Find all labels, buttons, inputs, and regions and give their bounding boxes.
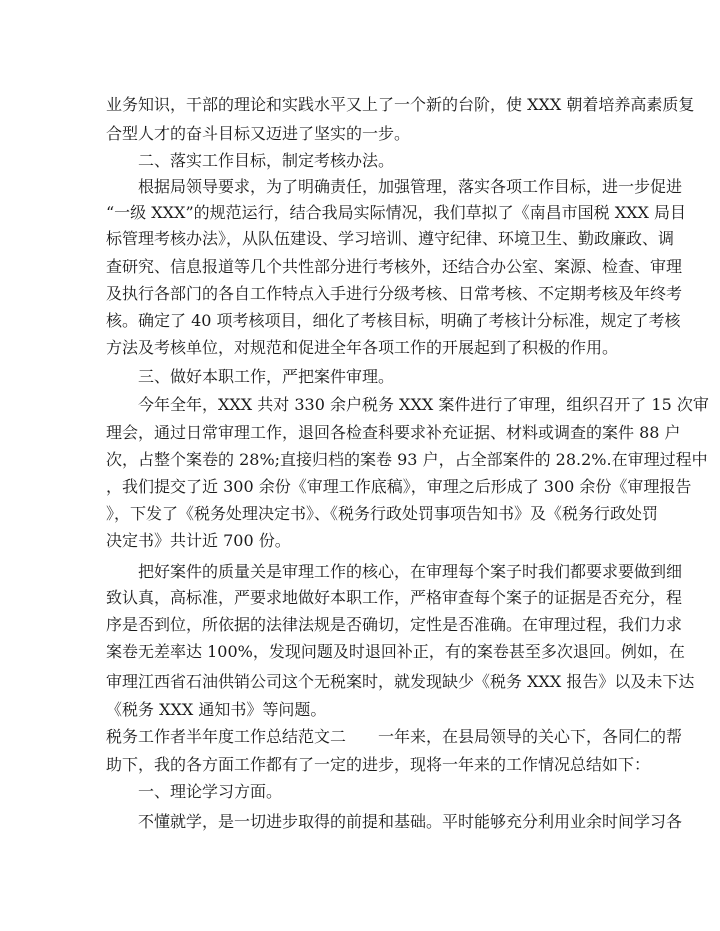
paragraph-line: 《税务 XXX 通知书》等问题。 bbox=[106, 700, 327, 719]
paragraph-line: 根据局领导要求，为了明确责任，加强管理，落实各项工作目标，进一步促进 bbox=[138, 177, 683, 196]
paragraph-line: 核。确定了 40 项考核项目，细化了考核目标，明确了考核计分标准，规定了考核 bbox=[106, 311, 681, 330]
paragraph-line: 审理江西省石油供销公司这个无税案时，就发现缺少《税务 XXX 报告》以及未下达 bbox=[106, 672, 695, 691]
paragraph-line: ，我们提交了近 300 余份《审理工作底稿》，审理之后形成了 300 余份《审理报告 bbox=[106, 477, 692, 496]
paragraph-line: 理会，通过日常审理工作，退回各检查科要求补充证据、材料或调查的案件 88 户 bbox=[106, 423, 681, 442]
paragraph-line: 合型人才的奋斗目标又迈进了坚实的一步。 bbox=[106, 124, 411, 143]
paragraph-line: 税务工作者半年度工作总结范文二 一年来，在县局领导的关心下，各同仁的帮 bbox=[106, 727, 683, 746]
paragraph-line: “一级 XXX”的规范运行，结合我局实际情况，我们草拟了《南昌市国税 XXX 局目 bbox=[106, 203, 686, 222]
paragraph-line: 致认真，高标准，严要求地做好本职工作，严格审查每个案子的证据是否充分，程 bbox=[106, 588, 683, 607]
paragraph-line: 》，下发了《税务处理决定书》、《税务行政处罚事项告知书》及《税务行政处罚 bbox=[106, 504, 659, 523]
paragraph-line: 方法及考核单位，对规范和促进全年各项工作的开展起到了积极的作用。 bbox=[106, 338, 619, 357]
paragraph-line: 查研究、信息报道等几个共性部分进行考核外，还结合办公室、案源、检查、审理 bbox=[106, 257, 683, 276]
paragraph-line: 及执行各部门的各自工作特点入手进行分级考核、日常考核、不定期考核及年终考 bbox=[106, 284, 683, 303]
paragraph-line: 今年全年，XXX 共对 330 余户税务 XXX 案件进行了审理，组织召开了 15 次审 bbox=[138, 395, 709, 414]
paragraph-line: 次，占整个案卷的 28%;直接归档的案卷 93 户，占全部案件的 28.2%.在审理过程中 bbox=[106, 450, 708, 469]
section-heading: 二、落实工作目标，制定考核办法。 bbox=[138, 151, 395, 170]
paragraph-line: 业务知识，干部的理论和实践水平又上了一个新的台阶，使 XXX 朝着培养高素质复 bbox=[106, 95, 695, 114]
paragraph-line: 决定书》共计近 700 份。 bbox=[106, 531, 291, 550]
paragraph-line: 助下，我的各方面工作都有了一定的进步，现将一年来的工作情况总结如下： bbox=[106, 755, 651, 774]
paragraph-line: 序是否到位，所依据的法律法规是否确切，定性是否准确。在审理过程，我们力求 bbox=[106, 615, 683, 634]
section-heading: 三、做好本职工作，严把案件审理。 bbox=[138, 367, 395, 386]
paragraph-line: 把好案件的质量关是审理工作的核心，在审理每个案子时我们都要求要做到细 bbox=[138, 562, 683, 581]
section-heading: 一、理论学习方面。 bbox=[138, 782, 283, 801]
paragraph-line: 不懂就学，是一切进步取得的前提和基础。平时能够充分利用业余时间学习各 bbox=[138, 812, 683, 831]
paragraph-line: 标管理考核办法》，从队伍建设、学习培训、遵守纪律、环境卫生、勤政廉政、调 bbox=[106, 229, 675, 248]
paragraph-line: 案卷无差率达 100%，发现问题及时退回补正，有的案卷甚至多次退回。例如，在 bbox=[106, 642, 685, 661]
